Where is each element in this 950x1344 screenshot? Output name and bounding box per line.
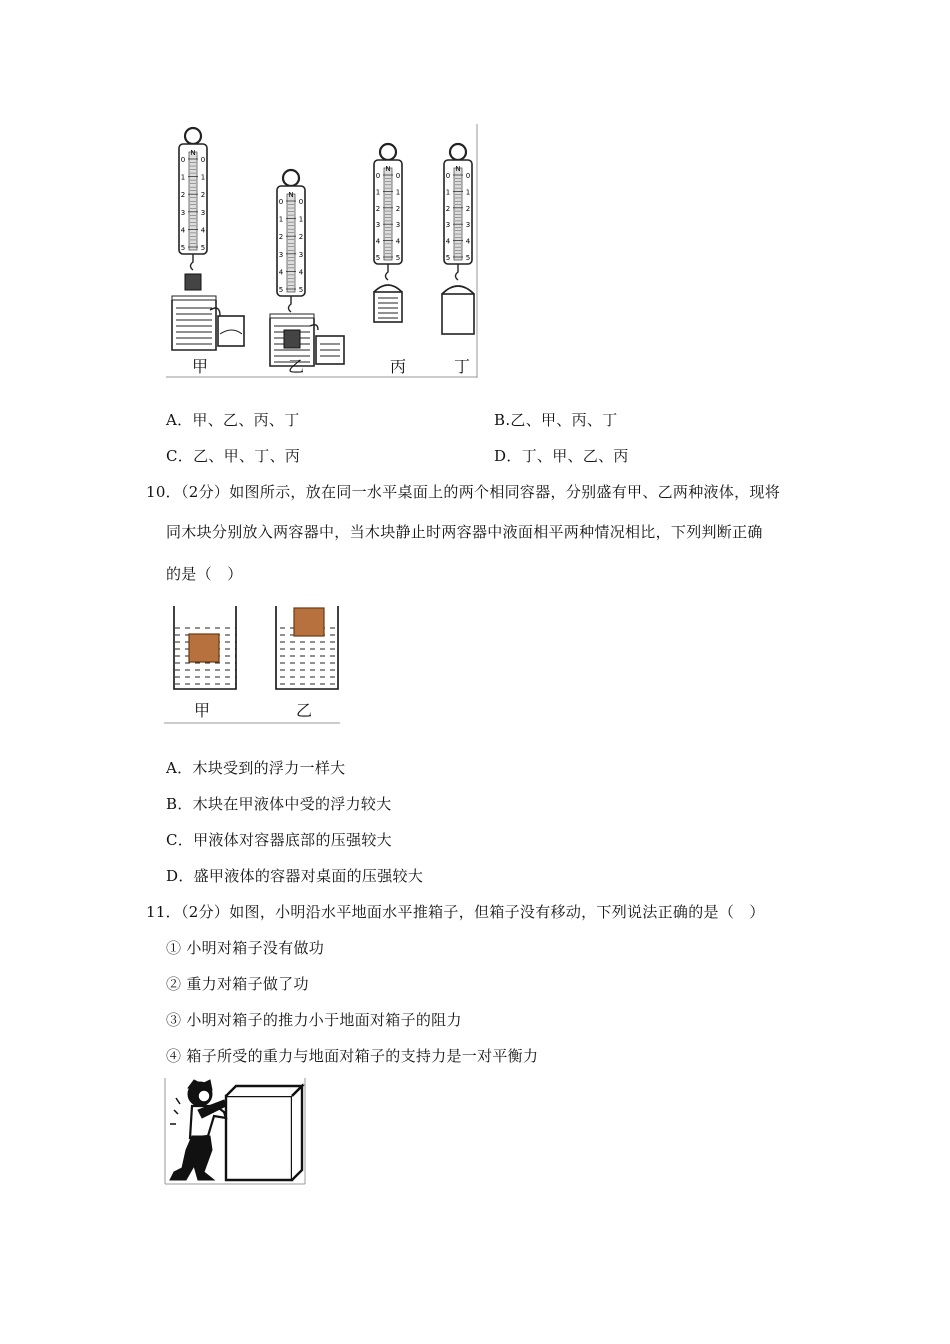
svg-text:5: 5: [445, 254, 451, 262]
spring-scale-yi: [277, 170, 305, 312]
svg-text:3: 3: [465, 221, 471, 230]
svg-text:4: 4: [375, 237, 381, 246]
beaker-jia: [172, 300, 216, 350]
figure-label-yi: 乙: [288, 357, 305, 376]
svg-text:0: 0: [395, 172, 401, 180]
box: [226, 1086, 302, 1180]
two-containers-diagram: [164, 604, 342, 726]
svg-text:N: N: [190, 149, 196, 157]
svg-text:4: 4: [278, 268, 284, 277]
svg-text:0: 0: [465, 172, 471, 180]
q9-option-c[interactable]: C．乙、甲、丁、丙: [166, 447, 301, 465]
spring-scale-diagram: [164, 122, 480, 380]
svg-text:5: 5: [180, 244, 186, 252]
svg-text:2: 2: [298, 233, 304, 242]
svg-text:4: 4: [298, 268, 304, 277]
q10-option-a[interactable]: A．木块受到的浮力一样大: [166, 759, 346, 777]
svg-text:3: 3: [180, 208, 186, 217]
svg-text:2: 2: [395, 204, 401, 213]
q11-statement-4: ④ 箱子所受的重力与地面对箱子的支持力是一对平衡力: [166, 1047, 539, 1065]
svg-text:4: 4: [445, 237, 451, 246]
wood-block-jia: [189, 634, 219, 662]
svg-text:4: 4: [200, 226, 206, 235]
svg-text:1: 1: [375, 188, 381, 197]
boy: [170, 1080, 226, 1180]
q10-stem-line2: 同木块分别放入两容器中，当木块静止时两容器中液面相平两种情况相比，下列判断正确: [166, 523, 763, 541]
svg-text:3: 3: [278, 250, 284, 259]
container-label-jia: 甲: [194, 701, 211, 720]
container-jia: [174, 606, 236, 689]
svg-text:5: 5: [465, 254, 471, 262]
q10-option-c[interactable]: C．甲液体对容器底部的压强较大: [166, 831, 392, 849]
svg-text:5: 5: [395, 254, 401, 262]
svg-text:2: 2: [445, 204, 451, 213]
wood-block-yi: [294, 608, 324, 636]
svg-text:1: 1: [278, 215, 284, 224]
q11-statement-3: ③ 小明对箱子的推力小于地面对箱子的阻力: [166, 1011, 462, 1029]
svg-text:5: 5: [298, 286, 304, 294]
svg-text:0: 0: [180, 156, 186, 164]
container-label-yi: 乙: [296, 701, 313, 720]
q11-stem: 11．（2分）如图，小明沿水平地面水平推箱子，但箱子没有移动，下列说法正确的是（ ）: [146, 903, 765, 921]
svg-text:0: 0: [278, 198, 284, 206]
svg-text:0: 0: [375, 172, 381, 180]
spring-scale-figure: [164, 122, 480, 380]
svg-text:1: 1: [395, 188, 401, 197]
push-box-figure: [164, 1076, 308, 1186]
q11-statement-1: ① 小明对箱子没有做功: [166, 939, 325, 957]
q10-stem-line1: 10．（2分）如图所示，放在同一水平桌面上的两个相同容器，分别盛有甲、乙两种液体，现将: [146, 483, 781, 501]
spring-scale-bing: [374, 144, 402, 280]
svg-text:4: 4: [180, 226, 186, 235]
svg-text:5: 5: [200, 244, 206, 252]
svg-text:N: N: [385, 165, 391, 173]
svg-text:1: 1: [180, 173, 186, 182]
svg-text:1: 1: [445, 188, 451, 197]
svg-text:3: 3: [298, 250, 304, 259]
svg-text:3: 3: [375, 221, 381, 230]
svg-text:2: 2: [375, 204, 381, 213]
svg-text:2: 2: [180, 191, 186, 200]
container-figure: [164, 604, 342, 726]
q9-option-a[interactable]: A．甲、乙、丙、丁: [166, 411, 300, 429]
svg-text:0: 0: [445, 172, 451, 180]
svg-text:2: 2: [200, 191, 206, 200]
svg-text:1: 1: [200, 173, 206, 182]
q10-option-b[interactable]: B．木块在甲液体中受的浮力较大: [166, 795, 392, 813]
spring-scale-ding: [444, 144, 472, 280]
svg-text:1: 1: [465, 188, 471, 197]
figure-label-bing: 丙: [390, 357, 407, 376]
svg-text:2: 2: [278, 233, 284, 242]
svg-text:0: 0: [200, 156, 206, 164]
svg-text:5: 5: [375, 254, 381, 262]
svg-text:4: 4: [465, 237, 471, 246]
svg-text:N: N: [288, 191, 294, 199]
svg-text:N: N: [455, 165, 461, 173]
container-yi: [276, 606, 338, 689]
q10-stem-line3: 的是（ ）: [166, 565, 243, 583]
spring-scale-jia: [179, 128, 207, 270]
svg-text:5: 5: [278, 286, 284, 294]
figure-label-ding: 丁: [454, 357, 471, 376]
svg-text:4: 4: [395, 237, 401, 246]
q11-statement-2: ② 重力对箱子做了功: [166, 975, 309, 993]
svg-text:0: 0: [298, 198, 304, 206]
q9-option-d[interactable]: D．丁、甲、乙、丙: [494, 447, 629, 465]
figure-label-jia: 甲: [192, 357, 209, 376]
svg-text:3: 3: [200, 208, 206, 217]
svg-text:2: 2: [465, 204, 471, 213]
svg-text:3: 3: [445, 221, 451, 230]
svg-text:3: 3: [395, 221, 401, 230]
q9-option-b[interactable]: B.乙、甲、丙、丁: [494, 411, 618, 429]
boy-pushing-box-illustration: [164, 1076, 308, 1186]
svg-text:1: 1: [298, 215, 304, 224]
q10-option-d[interactable]: D．盛甲液体的容器对桌面的压强较大: [166, 867, 424, 885]
